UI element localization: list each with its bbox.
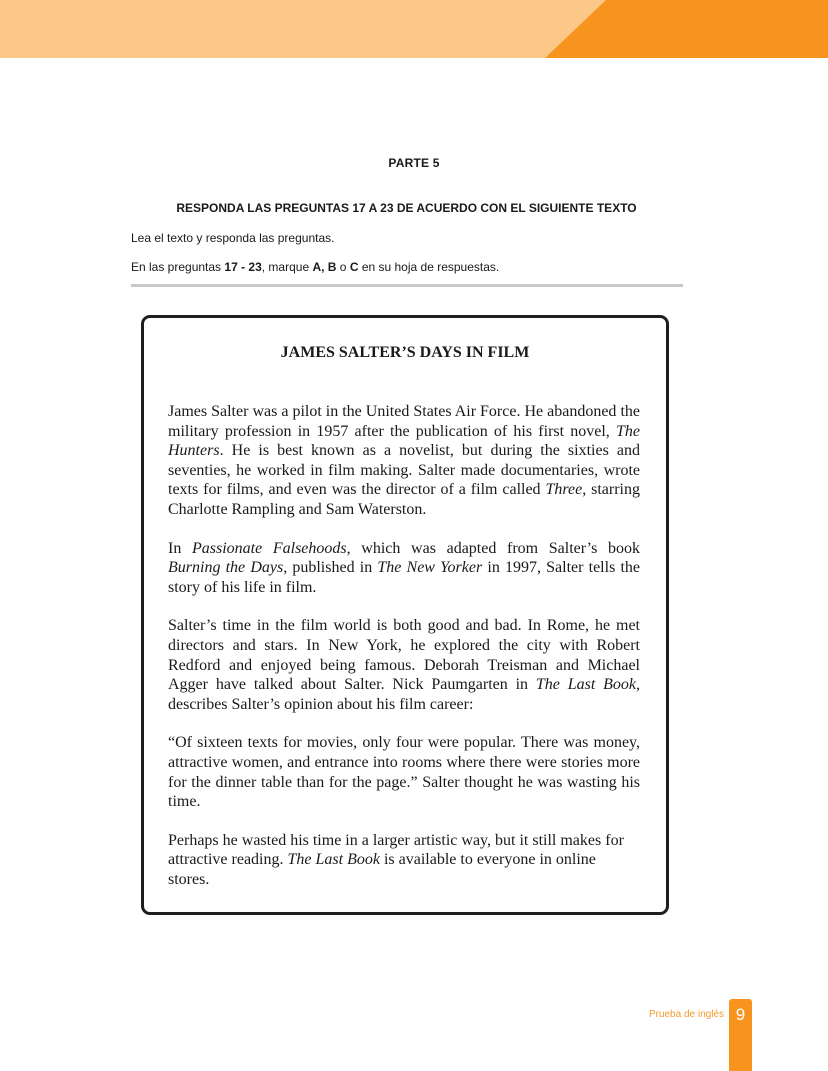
- p1-italic-film: Three: [545, 481, 583, 499]
- p1-text-c: . He is best known as a novelist, but during the sixties and seventies, he worked in film making. Salter made documentaries, wrote texts for films, and even was the director of a film called: [168, 442, 640, 499]
- divider: [131, 284, 683, 287]
- article-paragraph-5: [168, 831, 640, 890]
- options-ab: A, B: [312, 260, 337, 274]
- article-paragraph-2: [168, 539, 640, 598]
- part-title: PARTE 5: [388, 156, 440, 170]
- p1-italic-title: The Hunters: [168, 422, 640, 460]
- p5-italic-book: The Last Book: [287, 851, 380, 869]
- p5-text-a: Perhaps he wasted his time in a larger artistic way, but it still makes for attractive reading.: [168, 831, 624, 869]
- line2-mid: , marque: [261, 260, 313, 274]
- p3-italic-book: The Last Book: [535, 676, 636, 694]
- page-number: 9: [735, 1005, 746, 1024]
- question-range: 17 - 23: [224, 260, 262, 274]
- article-paragraph-3: [168, 616, 640, 714]
- p2-text-g: in 1997, Salter tells the story of his life in film.: [168, 559, 641, 596]
- article-paragraph-4: “Of sixteen texts for movies, only four were popular. There was money, attractive women, and entrance into rooms where there were stories more for the dinner table than for the page.” Salter thought he was wasting his time.: [168, 734, 640, 811]
- p2-italic-title: Passionate Falsehoods: [191, 539, 347, 557]
- article-title: JAMES SALTER’S DAYS IN FILM: [280, 344, 530, 361]
- instruction-title: RESPONDA LAS PREGUNTAS 17 A 23 DE ACUERDO CON EL SIGUIENTE TEXTO: [176, 201, 637, 215]
- instruction-line-2: [131, 260, 499, 274]
- page-number-tab: [729, 999, 752, 1071]
- p1-text-a: James Salter was a pilot in the United States Air Force. He abandoned the military profession in 1957 after the publication of his first novel,: [168, 403, 640, 440]
- p2-text-a: In: [168, 539, 192, 557]
- article-paragraph-1: [168, 402, 640, 520]
- article-box: [141, 315, 669, 915]
- p3-text-c: , describes Salter’s opinion about his film career:: [168, 676, 640, 713]
- p2-italic-magazine: The New Yorker: [377, 559, 483, 577]
- instruction-line-1: Lea el texto y responda las preguntas.: [131, 231, 335, 245]
- p1-text-e: , starring Charlotte Rampling and Sam Waterston.: [168, 481, 641, 518]
- option-c: C: [349, 260, 359, 274]
- header-band: [0, 0, 828, 58]
- line2-connector: o: [336, 260, 350, 274]
- article-body: [168, 402, 640, 889]
- p2-text-c: , which was adapted from Salter’s book: [346, 539, 640, 557]
- line2-suffix: en su hoja de respuestas.: [358, 260, 500, 274]
- p2-text-e: , published in: [283, 559, 378, 577]
- p5-text-c: is available to everyone in online stores.: [168, 851, 596, 888]
- p2-italic-book: Burning the Days: [168, 559, 284, 577]
- footer-label: Prueba de inglés: [648, 1009, 724, 1020]
- line2-prefix: En las preguntas: [131, 260, 225, 274]
- p3-text-a: Salter’s time in the film world is both good and bad. In Rome, he met directors and stars. In New York, he explored the city with Robert Redford and enjoyed being famous. Deborah Treisman and Michael Agger have talked about Salter. Nick Paumgarten in: [168, 617, 640, 694]
